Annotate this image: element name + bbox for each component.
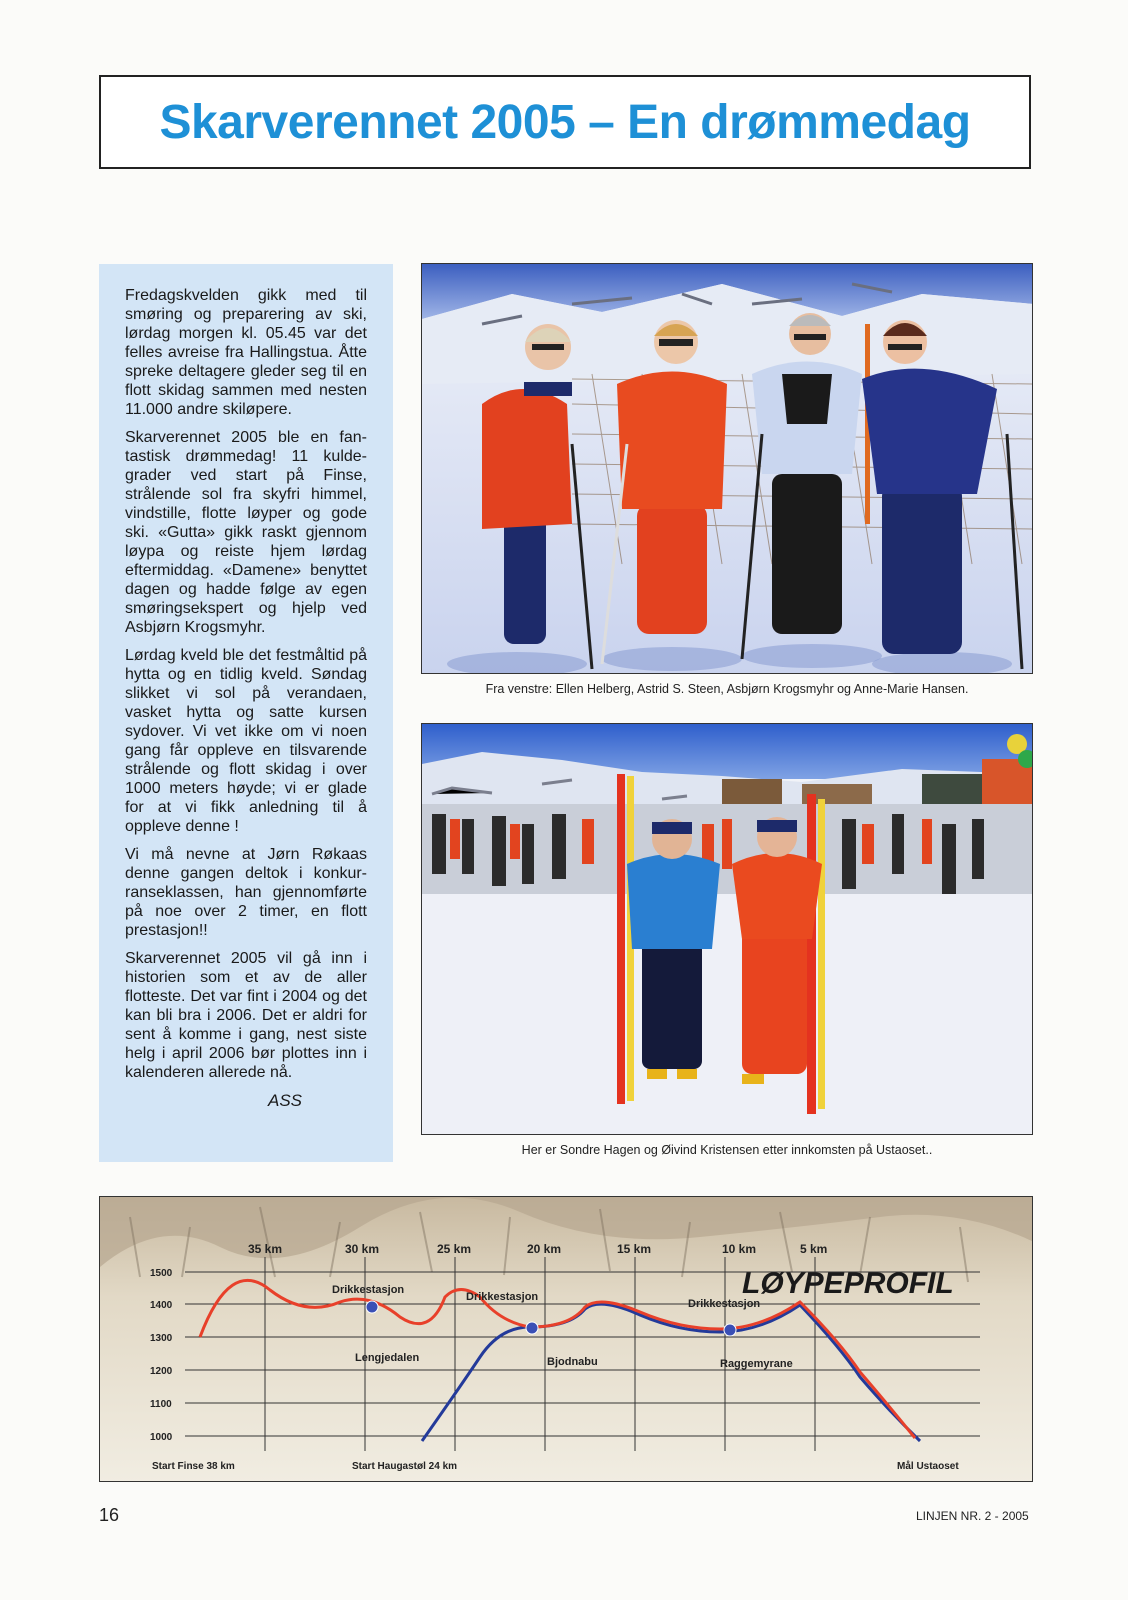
magazine-issue: LINJEN NR. 2 - 2005 <box>916 1509 1029 1523</box>
km-label: 25 km <box>437 1242 472 1256</box>
station-label: Drikkestasjon <box>332 1284 405 1296</box>
start-label: Start Haugastøl 24 km <box>352 1461 458 1472</box>
km-label: 15 km <box>617 1242 652 1256</box>
km-label: 35 km <box>248 1242 283 1256</box>
altitude-label: 1400 <box>150 1300 173 1311</box>
article-text-panel <box>99 264 393 1162</box>
title-box <box>99 75 1031 169</box>
photo-caption: Fra venstre: Ellen Helberg, Astrid S. Steen, Asbjørn Krogsmyhr og Anne-Marie Hansen. <box>485 682 969 696</box>
altitude-label: 1000 <box>150 1432 173 1443</box>
km-label: 10 km <box>722 1242 757 1256</box>
photo-four-skiers <box>421 263 1033 674</box>
altitude-label: 1300 <box>150 1333 173 1344</box>
article-paragraph: Fredagskvelden gikk med til smøring og preparering av ski, lørdag morgen kl. 05.45 var det felles avreise fra Hallingstua. Åtte spreke deltagere gleder seg til en flott skidag sammen med nesten 11.000 andre skiløpere. <box>125 287 367 418</box>
page-title: Skarverennet 2005 – En drømmedag <box>159 95 971 149</box>
station-label: Drikkestasjon <box>466 1291 539 1303</box>
altitude-label: 1100 <box>150 1399 172 1410</box>
article-paragraph: Vi må nevne at Jørn Røkaas denne gangen deltok i konkurranseklassen, han gjennomførte på noe over 2 timer, en flott prestasjon!! <box>125 846 367 939</box>
km-label: 5 km <box>800 1242 828 1256</box>
km-label: 20 km <box>527 1242 562 1256</box>
article-paragraph: Skarverennet 2005 ble en fantastisk drømmedag! 11 kuldegrader ved start på Finse, strålende sol fra skyfri himmel, vindstille, flotte løyper og gode ski. «Gutta» gikk raskt gjennom løypa og reiste hjem lørdag eftermiddag. «Damene» benyttet dagen og hadde følge av egen smøringsekspert og hjelp ved Asbjørn Krogsmyhr. <box>125 429 367 636</box>
article-paragraph: Lørdag kveld ble det festmåltid på hytta og en tidlig kveld. Søndag slikket vi sol på verandaen, vasket hytta og satte kursen sydover. Vi vet ikke om vi noen gang får oppleve en tilsvarende strålende og flott skidag i over 1000 meters høyde; vi er glade for at vi fikk anledning til å oppleve denne ! <box>125 647 367 835</box>
author-signature: ASS <box>268 1091 303 1110</box>
place-label: Bjodnabu <box>547 1356 598 1368</box>
article-paragraph: Skarverennet 2005 vil gå inn i historien som et av de aller flotteste. Det var fint i 2004 og det kan bli bra i 2006. Det er aldri for sent å komme i gang, nest siste helg i april 2006 bør plottes inn i kalenderen allerede nå. <box>125 950 367 1081</box>
route-profile-chart <box>99 1196 1033 1482</box>
altitude-label: 1500 <box>150 1268 173 1279</box>
km-label: 30 km <box>345 1242 380 1256</box>
start-label: Start Finse 38 km <box>152 1461 235 1472</box>
station-label: Drikkestasjon <box>688 1298 761 1310</box>
profile-title: LØYPEPROFIL <box>742 1267 954 1300</box>
photo-finish-skiers <box>421 723 1033 1135</box>
page-number: 16 <box>99 1505 120 1525</box>
place-label: Raggemyrane <box>720 1358 793 1370</box>
finish-label: Mål Ustaoset <box>897 1461 959 1472</box>
photo-caption: Her er Sondre Hagen og Øivind Kristensen etter innkomsten på Ustaoset.. <box>521 1143 933 1157</box>
place-label: Lengjedalen <box>355 1352 420 1364</box>
altitude-label: 1200 <box>150 1366 173 1377</box>
